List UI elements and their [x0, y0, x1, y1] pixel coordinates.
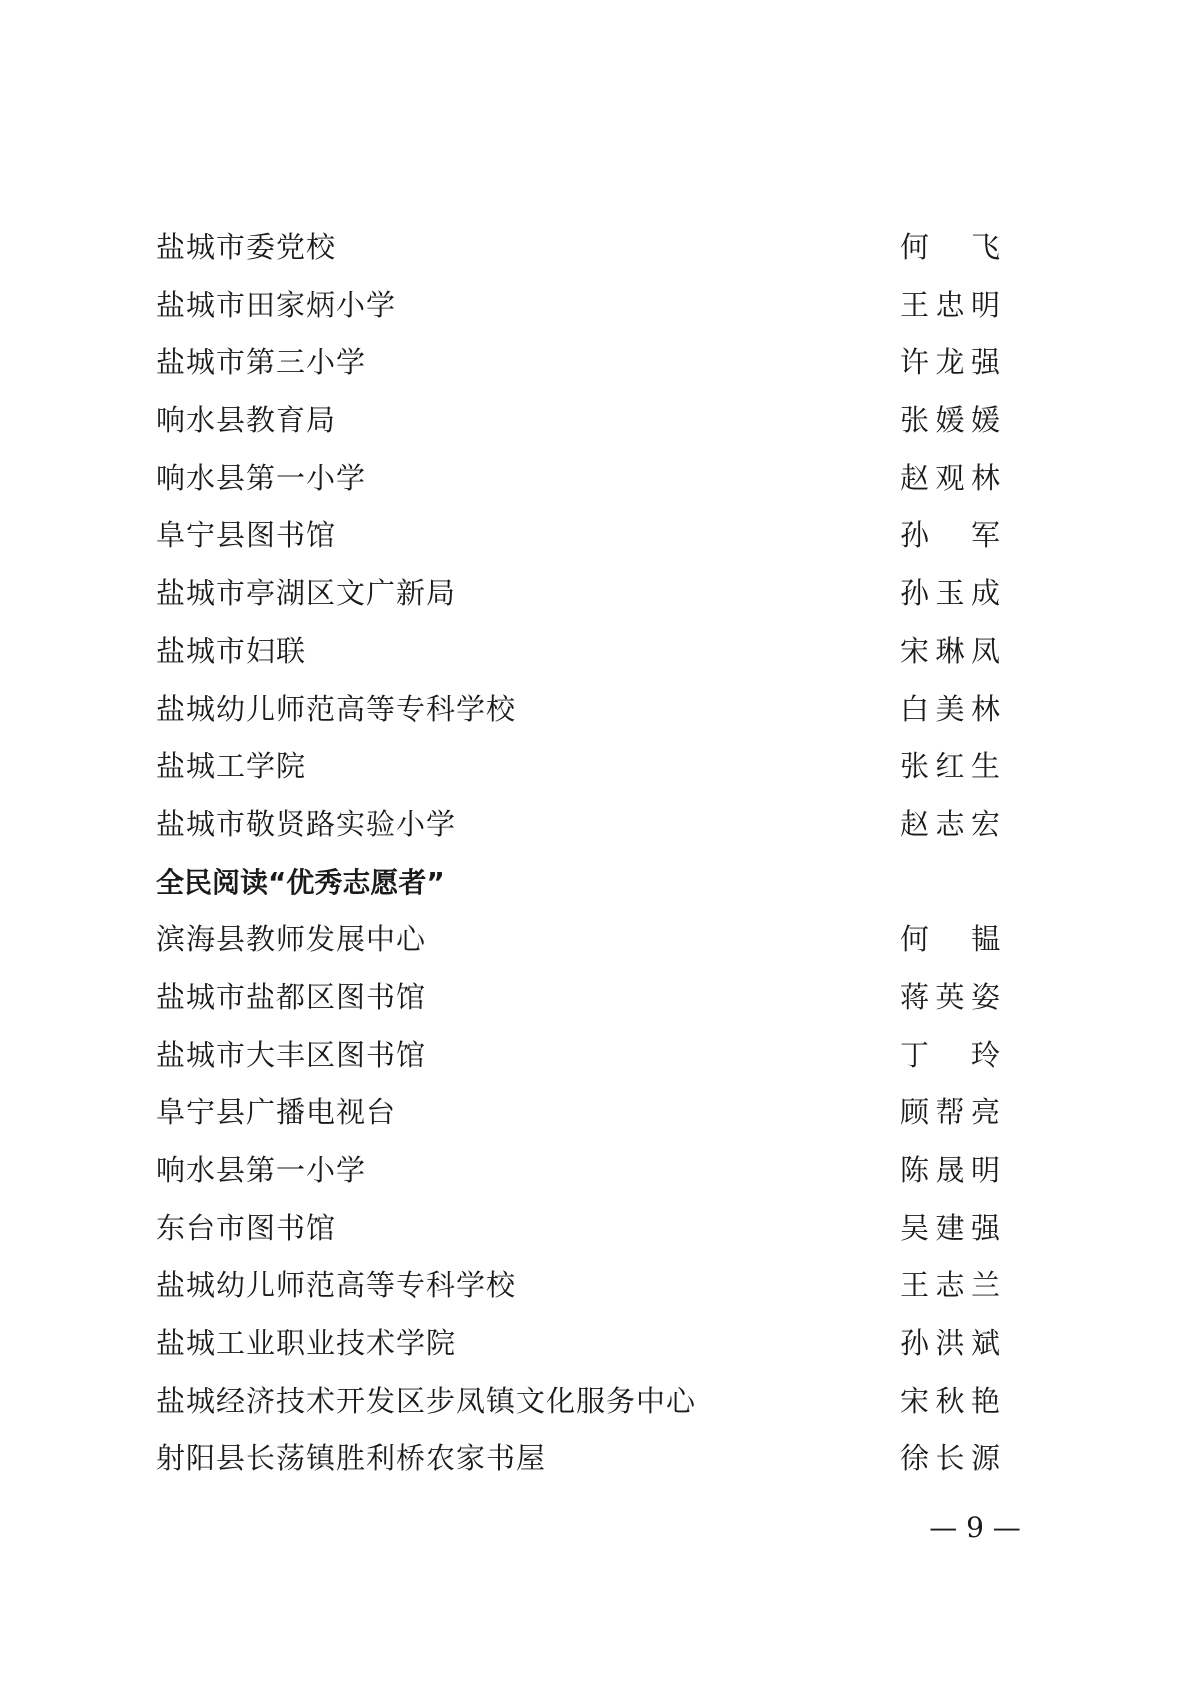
list-item	[156, 1315, 1000, 1373]
org-name: 响水县第一小学	[156, 1153, 367, 1187]
org-name: 阜宁县图书馆	[156, 518, 337, 553]
person-name: 徐长源	[900, 1441, 1000, 1476]
list-item	[156, 738, 1000, 796]
list-item	[156, 565, 1000, 623]
person-name: 许龙强	[900, 345, 1000, 380]
person-name: 何韫	[900, 922, 1000, 957]
org-name: 滨海县教师发展中心	[156, 922, 427, 957]
person-name: 赵观林	[900, 460, 1000, 495]
list-item	[156, 796, 1000, 854]
org-name: 盐城工学院	[156, 749, 307, 784]
org-name: 响水县教育局	[156, 403, 337, 438]
section-heading	[156, 854, 1000, 912]
org-name: 盐城市委党校	[156, 230, 337, 264]
person-name: 王志兰	[900, 1268, 1000, 1303]
org-name: 盐城市亭湖区文广新局	[156, 576, 457, 611]
person-name: 何飞	[900, 230, 1000, 264]
person-name: 张媛媛	[900, 403, 1000, 438]
person-name: 丁玲	[900, 1037, 1000, 1072]
org-name: 盐城工业职业技术学院	[156, 1326, 457, 1361]
org-name: 盐城经济技术开发区步凤镇文化服务中心	[156, 1383, 697, 1418]
person-name: 张红生	[900, 749, 1000, 784]
list-item	[156, 1200, 1000, 1258]
org-name: 盐城市盐都区图书馆	[156, 979, 427, 1014]
list-item	[156, 392, 1000, 450]
org-name: 响水县第一小学	[156, 460, 367, 495]
list-item	[156, 1084, 1000, 1142]
person-name: 王忠明	[900, 287, 1000, 322]
org-name: 盐城幼儿师范高等专科学校	[156, 1268, 517, 1303]
person-name: 宋琳凤	[900, 633, 1000, 668]
org-name: 盐城市田家炳小学	[156, 287, 397, 322]
org-name: 盐城市大丰区图书馆	[156, 1037, 427, 1072]
list-item	[156, 334, 1000, 392]
person-name: 赵志宏	[900, 806, 1000, 841]
org-name: 阜宁县广播电视台	[156, 1095, 397, 1130]
org-name: 盐城市敬贤路实验小学	[156, 806, 457, 841]
org-name: 东台市图书馆	[156, 1210, 337, 1245]
list-item	[156, 1373, 1000, 1431]
person-name: 孙洪斌	[900, 1326, 1000, 1361]
org-name: 盐城市第三小学	[156, 345, 367, 380]
person-name: 蒋英姿	[900, 979, 1000, 1014]
list-item	[156, 1430, 1000, 1488]
person-name: 顾帮亮	[900, 1095, 1000, 1130]
org-name: 盐城市妇联	[156, 633, 307, 668]
page-number: — 9 —	[929, 1511, 1021, 1544]
list-item	[156, 450, 1000, 508]
section-heading-text: 全民阅读“优秀志愿者”	[156, 865, 445, 899]
list-item	[156, 1142, 1000, 1200]
list-item	[156, 623, 1000, 681]
person-name: 白美林	[900, 691, 1000, 726]
list-item	[156, 681, 1000, 739]
list-item	[156, 911, 1000, 969]
org-name: 射阳县长荡镇胜利桥农家书屋	[156, 1441, 547, 1476]
award-list	[156, 219, 1000, 1488]
person-name: 吴建强	[900, 1210, 1000, 1245]
person-name: 孙玉成	[900, 576, 1000, 611]
person-name: 陈晟明	[900, 1153, 1000, 1187]
list-item	[156, 219, 1000, 277]
list-item	[156, 277, 1000, 335]
person-name: 孙军	[900, 518, 1000, 553]
person-name: 宋秋艳	[900, 1383, 1000, 1418]
list-item	[156, 1027, 1000, 1085]
list-item	[156, 969, 1000, 1027]
list-item	[156, 507, 1000, 565]
org-name: 盐城幼儿师范高等专科学校	[156, 691, 517, 726]
list-item	[156, 1257, 1000, 1315]
